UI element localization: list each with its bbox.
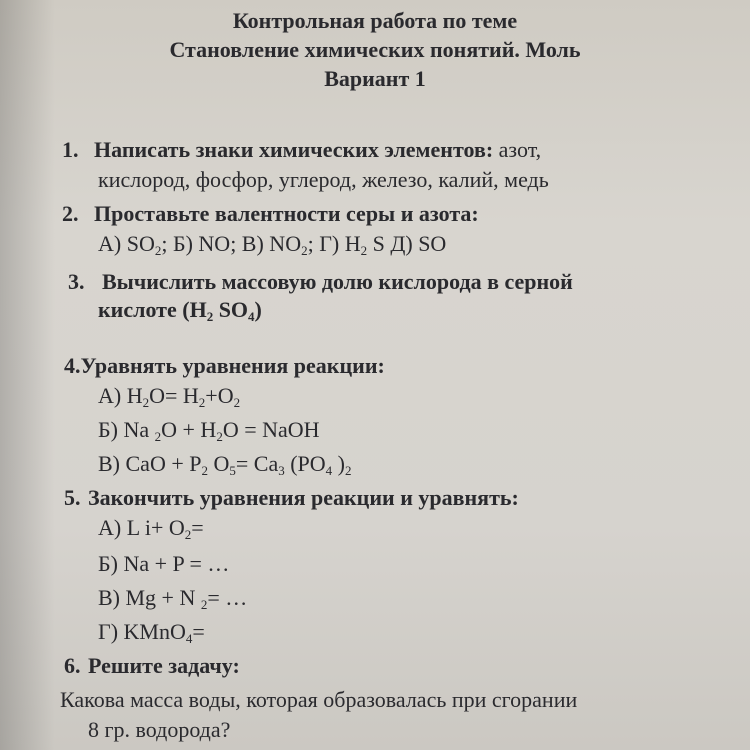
task-5-title-line [64, 484, 519, 512]
header-topic: Становление химических понятий. Моль [169, 37, 581, 62]
subscript: 2 [360, 243, 368, 258]
task-1-title-tail: азот, [493, 137, 542, 162]
subscript: 2 [206, 309, 214, 324]
subscript: 4 [325, 463, 333, 478]
task-4-b [98, 416, 320, 451]
task-5-number: 5. [64, 485, 81, 510]
subscript: 2 [200, 597, 208, 612]
formula-text: S Д) SO [367, 231, 447, 256]
formula-text: А) SO [98, 231, 155, 256]
task-1-title-line [62, 136, 541, 164]
task-1-number: 1. [62, 137, 79, 162]
subscript: 2 [184, 527, 192, 542]
task-6-title: Решите задачу: [88, 653, 240, 678]
task-4-number: 4. [64, 353, 81, 378]
formula-text: O = NaOH [222, 417, 320, 442]
task-4-c [98, 450, 352, 485]
header-variant: Вариант 1 [324, 66, 426, 91]
task-2-formula-line [98, 230, 446, 265]
formula-text: кислоте (H [98, 297, 207, 322]
task-2-title-line [62, 200, 479, 228]
subscript: 2 [201, 463, 208, 478]
task-3-formula-line [98, 296, 262, 331]
task-3-title: Вычислить массовую долю кислорода в серной [102, 269, 573, 294]
task-6-line-1: Какова масса воды, которая образовалась при сгорании [60, 687, 578, 712]
formula-text: ) [332, 451, 345, 476]
task-6-number: 6. [64, 653, 81, 678]
task-5-title: Закончить уравнения реакции и уравнять: [88, 485, 519, 510]
formula-text: O + H [161, 417, 217, 442]
task-5-c [98, 584, 247, 619]
formula-text: = … [207, 585, 248, 610]
subscript: 2 [154, 429, 162, 444]
subscript: 2 [198, 395, 206, 410]
formula-text: SO [213, 297, 249, 322]
subscript: 2 [216, 429, 223, 444]
task-3-number: 3. [68, 269, 85, 294]
task-6-title-line [64, 652, 240, 680]
formula-text: Г) KMnO [98, 619, 186, 644]
subscript: 2 [154, 243, 162, 258]
subscript: 3 [278, 463, 285, 478]
task-5-a [98, 514, 204, 549]
formula-text: ; Б) NO; В) NO [161, 231, 302, 256]
task-4-a [98, 382, 240, 417]
formula-text: Б) Na [98, 417, 155, 442]
task-4-title-line [64, 352, 385, 380]
formula-text: В) CaO + P [98, 451, 202, 476]
task-1-title: Написать знаки химических элементов: [94, 137, 494, 162]
formula-text: ) [254, 297, 262, 322]
formula-text: O= H [149, 383, 199, 408]
subscript: 4 [248, 309, 255, 324]
subscript: 2 [233, 395, 241, 410]
task-6-line-2: 8 гр. водорода? [88, 717, 231, 742]
document-header [0, 6, 750, 93]
formula-text: (PO [284, 451, 326, 476]
subscript: 5 [229, 463, 236, 478]
task-2-number: 2. [62, 201, 79, 226]
formula-text: = [191, 515, 204, 540]
formula-text: = Ca [235, 451, 279, 476]
task-5-b: Б) Na + P = … [98, 551, 230, 576]
task-4-title: Уравнять уравнения реакции: [80, 353, 385, 378]
formula-text: +O [205, 383, 234, 408]
formula-text: В) Mg + N [98, 585, 201, 610]
page-shadow [0, 0, 55, 750]
task-5-d [98, 618, 205, 653]
formula-text: = [192, 619, 205, 644]
subscript: 2 [142, 395, 150, 410]
subscript: 4 [185, 631, 193, 646]
subscript: 2 [301, 243, 308, 258]
task-1-line: кислород, фосфор, углерод, железо, калий, медь [98, 167, 549, 192]
formula-text: ; Г) H [307, 231, 361, 256]
task-2-title: Проставьте валентности серы и азота: [94, 201, 479, 226]
formula-text: А) H [98, 383, 143, 408]
header-title: Контрольная работа по теме [232, 8, 518, 33]
subscript: 2 [345, 463, 352, 478]
task-3-title-line [68, 268, 573, 296]
formula-text: O [207, 451, 230, 476]
formula-text: А) L i+ O [98, 515, 185, 540]
